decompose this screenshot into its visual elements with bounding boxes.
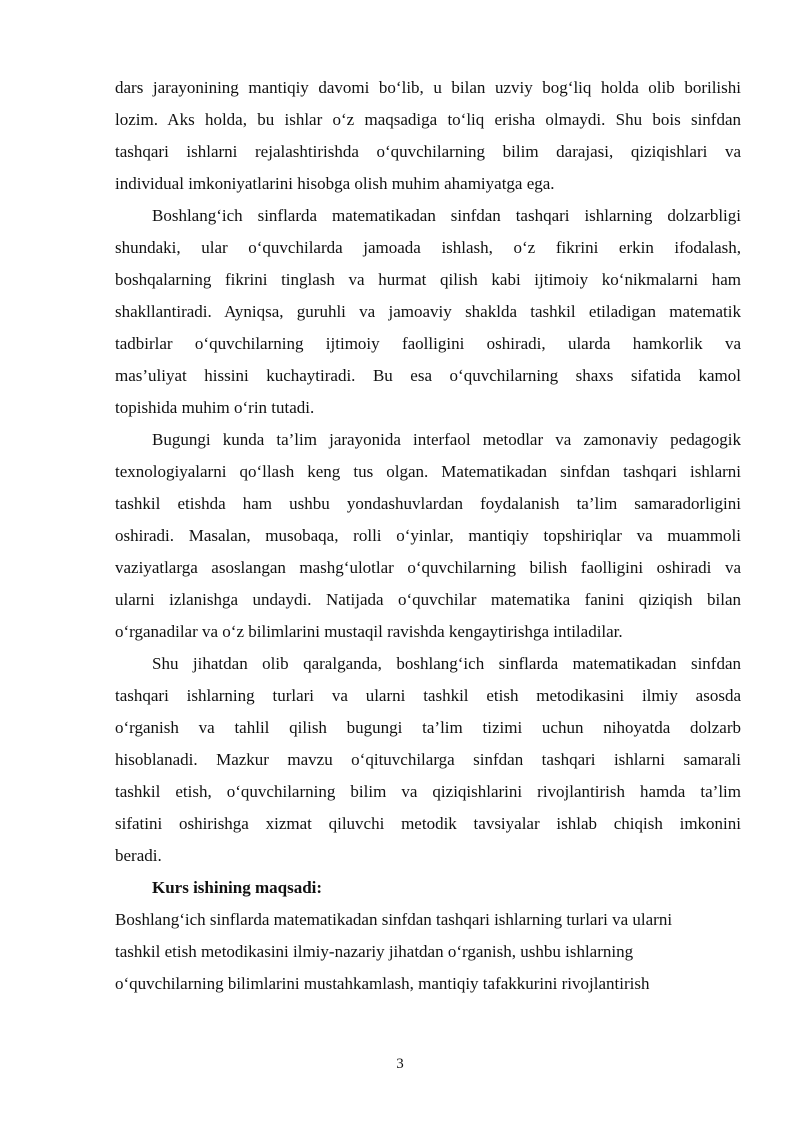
text-line: o‘quvchilarning bilimlarini mustahkamlash, mantiqiy tafakkurini rivojlantirish — [115, 974, 650, 993]
text-line: tashqari ishlarni rejalashtirishda o‘quvchilarning bilim darajasi, qiziqishlari va — [115, 142, 741, 161]
text-line: o‘rganish va tahlil qilish bugungi ta’lim tizimi uchun nihoyatda dolzarb — [115, 718, 741, 737]
body-text — [115, 72, 741, 1000]
text-line: oshiradi. Masalan, musobaqa, rolli o‘yinlar, mantiqiy topshiriqlar va muammoli — [115, 526, 741, 545]
text-line: topishida muhim o‘rin tutadi. — [115, 398, 315, 417]
text-line: vaziyatlarga asoslangan mashg‘ulotlar o‘quvchilarning bilish faolligini oshiradi va — [115, 558, 741, 577]
text-line: individual imkoniyatlarini hisobga olish muhim ahamiyatga ega. — [115, 174, 555, 193]
text-line: boshqalarning fikrini tinglash va hurmat qilish kabi ijtimoiy ko‘nikmalarni ham — [115, 270, 741, 289]
text-line: tashqari ishlarning turlari va ularni tashkil etish metodikasini ilmiy asosda — [115, 686, 741, 705]
text-line: tashkil etishda ham ushbu yondashuvlardan foydalanish ta’lim samaradorligini — [115, 494, 741, 513]
text-line: texnologiyalarni qo‘llash keng tus olgan. Matematikadan sinfdan tashqari ishlarni — [115, 462, 741, 481]
text-line: shundaki, ular o‘quvchilarda jamoada ishlash, o‘z fikrini erkin ifodalash, — [115, 238, 741, 257]
text-line: shakllantiradi. Ayniqsa, guruhli va jamoaviy shaklda tashkil etiladigan matematik — [115, 302, 741, 321]
text-line: dars jarayonining mantiqiy davomi bo‘lib, u bilan uzviy bog‘liq holda olib borilishi — [115, 78, 741, 97]
text-line: tadbirlar o‘quvchilarning ijtimoiy faolligini oshiradi, ularda hamkorlik va — [115, 334, 741, 353]
text-line: sifatini oshirishga xizmat qiluvchi metodik tavsiyalar ishlab chiqish imkonini — [115, 814, 741, 833]
text-line: ularni izlanishga undaydi. Natijada o‘quvchilar matematika fanini qiziqish bilan — [115, 590, 741, 609]
text-line: Shu jihatdan olib qaralganda, boshlang‘ich sinflarda matematikadan sinfdan — [152, 654, 741, 673]
page-number: 3 — [396, 1056, 404, 1072]
text-line: lozim. Aks holda, bu ishlar o‘z maqsadiga to‘liq erisha olmaydi. Shu bois sinfdan — [115, 110, 741, 129]
text-line: mas’uliyat hissini kuchaytiradi. Bu esa o‘quvchilarning shaxs sifatida kamol — [115, 366, 741, 385]
text-line: Boshlang‘ich sinflarda matematikadan sinfdan tashqari ishlarning turlari va ularni — [115, 910, 673, 929]
text-line: Bugungi kunda ta’lim jarayonida interfaol metodlar va zamonaviy pedagogik — [152, 430, 741, 449]
section-heading: Kurs ishining maqsadi: — [152, 878, 323, 897]
text-line: beradi. — [115, 846, 162, 865]
text-line: tashkil etish, o‘quvchilarning bilim va qiziqishlarini rivojlantirish hamda ta’lim — [115, 782, 741, 801]
text-line: hisoblanadi. Mazkur mavzu o‘qituvchilarga sinfdan tashqari ishlarni samarali — [115, 750, 741, 769]
text-line: tashkil etish metodikasini ilmiy-nazariy jihatdan o‘rganish, ushbu ishlarning — [115, 942, 634, 961]
text-line: o‘rganadilar va o‘z bilimlarini mustaqil ravishda kengaytirishga intiladilar. — [115, 622, 623, 641]
text-line: Boshlang‘ich sinflarda matematikadan sinfdan tashqari ishlarning dolzarbligi — [152, 206, 741, 225]
